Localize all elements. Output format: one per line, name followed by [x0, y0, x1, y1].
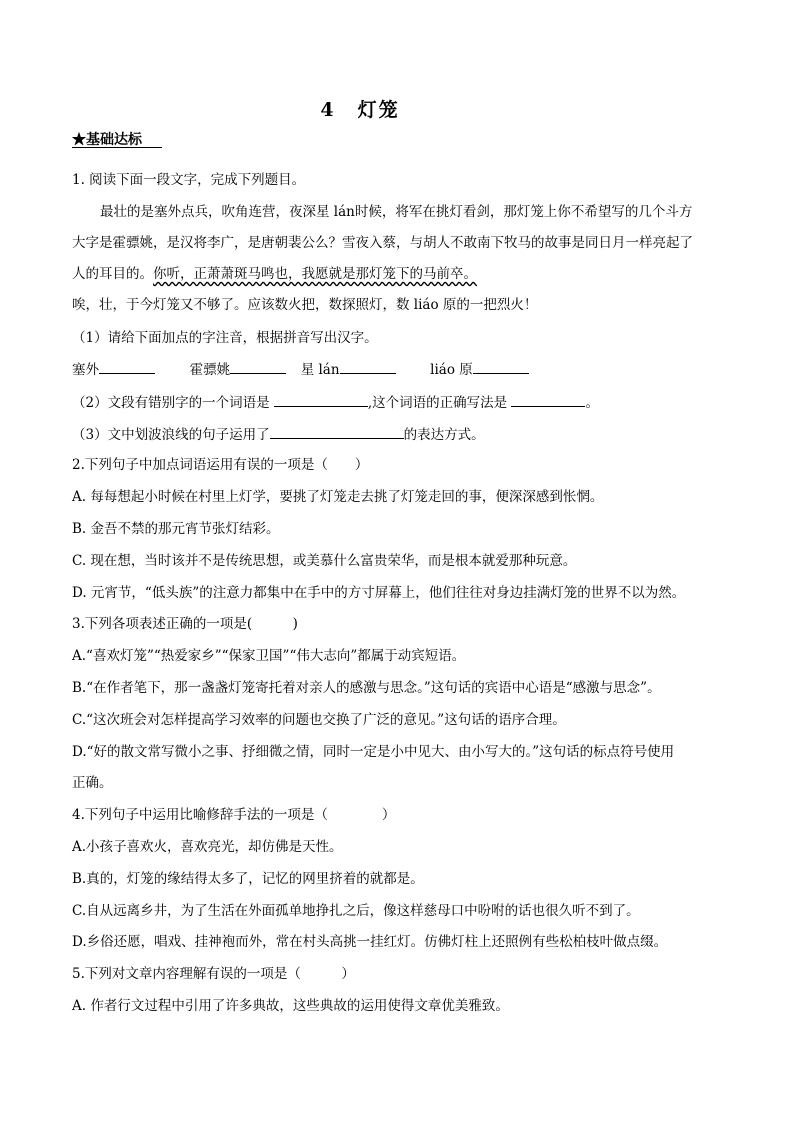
q4-stem: 4.下列句子中运用比喻修辞手法的一项是（ ） [72, 807, 396, 823]
q1-passage-line-4: 唉，壮，于今灯笼又不够了。应该数火把，数探照灯，数 liáo 原的一把烈火！ [72, 297, 538, 313]
sub2-correct-word-blank[interactable] [511, 392, 585, 407]
fill-label-huopiaoyao: 霍骠姚 [189, 362, 231, 378]
q3-stem: 3.下列各项表述正确的一项是( ) [72, 616, 298, 632]
title-text: 灯笼 [357, 99, 400, 121]
q1-sub2-text-c: 。 [585, 395, 599, 411]
q1-passage-line-3 [72, 264, 477, 284]
title [0, 95, 720, 122]
q3-option-d-cont: 正确。 [72, 775, 113, 791]
fill-label-liaoyuan: liáo 原 [430, 362, 473, 378]
q3-option-d: D.“好的散文常写微小之事、抒细微之情，同时一定是小中见大、由小写大的。”这句话的标点符号使用 [72, 744, 675, 760]
q1-passage-line-1: 最壮的是塞外点兵，吹角连营，夜深星 lán时候，将军在挑灯看剑，那灯笼上你不希望写的几个斗方 [100, 204, 693, 220]
q1-passage-line-2: 大字是霍骠姚，是汉将李广，是唐朝裴公么？雪夜入蔡，与胡人不敢南下牧马的故事是同日月一样亮起了 [72, 235, 693, 251]
title-number: 4 [320, 99, 336, 121]
fill-label-xinglan: 星 lán [300, 362, 340, 378]
q1-sub3-text-b: 的表达方式。 [403, 427, 485, 443]
q1-passage-line-3-start: 人的耳目的。 [72, 266, 153, 282]
q5-option-a: A. 作者行文过程中引用了许多典故，这些典故的运用使得文章优美雅致。 [72, 998, 509, 1014]
sub3-expression-blank[interactable] [270, 424, 404, 439]
q3-option-b: B.“在作者笔下，那一盏盏灯笼寄托着对亲人的感激与思念。”这句话的宾语中心语是“感激与思念”。 [72, 680, 661, 696]
fill-blank-liaoyuan[interactable] [473, 359, 529, 374]
q1-stem: 1. 阅读下面一段文字，完成下列题目。 [72, 172, 306, 188]
q2-option-d: D. 元宵节，“低头族”的注意力都集中在手中的方寸屏幕上，他们往往对身边挂满灯笼的世界不以为然。 [72, 585, 686, 601]
wavy-underlined-sentence: 你听，正萧萧斑马鸣也，我愿就是那灯笼下的马前卒。 [153, 266, 477, 282]
section-underline [72, 147, 162, 148]
fill-blank-huopiaoyao[interactable] [230, 359, 286, 374]
q1-fill-row [72, 359, 529, 380]
section-heading: ★基础达标 [72, 132, 142, 148]
q4-option-b: B.真的，灯笼的缘结得太多了，记忆的网里挤着的就都是。 [72, 871, 424, 887]
q3-option-a: A.“喜欢灯笼”“热爱家乡”“保家卫国”“伟大志向”都属于动宾短语。 [72, 648, 466, 664]
q4-option-d: D.乡俗还愿，唱戏、挂神袍而外，常在村头高挑一挂红灯。仿佛灯柱上还照例有些松柏枝叶做点缀。 [72, 934, 668, 950]
q4-option-c: C.自从远离乡井，为了生活在外面孤单地挣扎之后，像这样慈母口中吩咐的话也很久听不到了。 [72, 903, 640, 919]
q1-sub3 [72, 424, 485, 445]
fill-blank-xinglan[interactable] [340, 359, 396, 374]
q5-stem: 5.下列对文章内容理解有误的一项是（ ） [72, 966, 355, 982]
q2-option-a: A. 每每想起小时候在村里上灯学，要挑了灯笼走去挑了灯笼走回的事，便深深感到怅惘。 [72, 489, 604, 505]
q2-option-b: B. 金吾不禁的那元宵节张灯结彩。 [72, 521, 280, 537]
fill-blank-saiwai[interactable] [99, 359, 155, 374]
q1-sub2-text-a: （2）文段有错别字的一个词语是 [72, 395, 270, 411]
q1-sub3-text-a: （3）文中划波浪线的句子运用了 [72, 427, 270, 443]
q4-option-a: A.小孩子喜欢火，喜欢亮光，却仿佛是天性。 [72, 839, 343, 855]
q1-sub2-text-b: ,这个词语的正确写法是 [367, 395, 508, 411]
q3-option-c: C.“这次班会对怎样提高学习效率的问题也交换了广泛的意见。”这句话的语序合理。 [72, 712, 566, 728]
sub2-wrong-word-blank[interactable] [274, 392, 368, 407]
q2-option-c: C. 现在想，当时该并不是传统思想，或美慕什么富贵荣华，而是根本就爱那种玩意。 [72, 553, 577, 569]
q2-stem: 2.下列句子中加点词语运用有误的一项是（ ） [72, 457, 369, 473]
fill-label-saiwai: 塞外 [72, 362, 99, 378]
q1-sub2 [72, 392, 599, 413]
q1-sub1: （1）请给下面加点的字注音，根据拼音写出汉字。 [72, 330, 378, 346]
